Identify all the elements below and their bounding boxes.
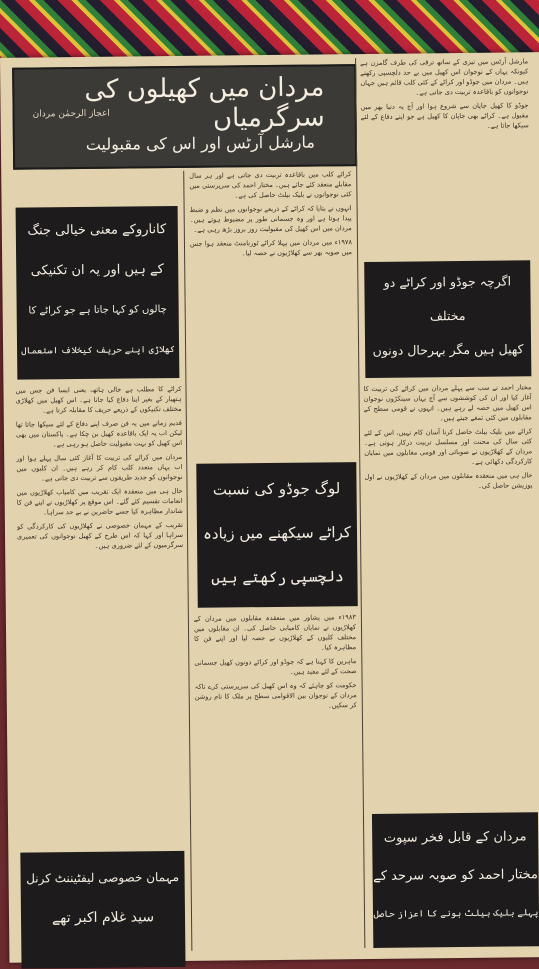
pullquote-left-bottom xyxy=(20,851,185,969)
pullquote-line: دلچسپی رکھتے ہیں xyxy=(211,567,344,587)
paragraph: انہوں نے بتایا کہ کراٹے کے ذریعے نوجوانوں میں نظم و ضبط پیدا ہوتا ہے اور وہ جسمانی طور پر مضبوط ہوتے ہیں۔ مردان میں اس کھیل کی مقبولیت روز بروز بڑھ رہی ہے۔ xyxy=(189,204,352,234)
pullquote-line: کراٹے سیکھنے میں زیادہ xyxy=(202,523,352,543)
paragraph: کراٹے میں بلیک بیلٹ حاصل کرنا آسان کام نہیں، اس کے لئے کئی سال کی محنت اور مسلسل تربیت درکار ہوتی ہے۔ مردان کے کھلاڑیوں نے صوبائی اور قومی مقابلوں میں نمایاں کارکردگی دکھائی ہے۔ xyxy=(363,427,533,466)
paragraph: کراٹے کلب میں باقاعدہ تربیت دی جاتی ہے اور ہر سال مقابلے منعقد کئے جاتے ہیں۔ مختار احمد کی سرپرستی میں کئی نوجوانوں نے بلیک بیلٹ حاصل کی ہے۔ xyxy=(189,170,352,200)
paragraph: ۱۹۸۳ء میں پشاور میں منعقدہ مقابلوں میں مردان کے کھلاڑیوں نے نمایاں کامیابی حاصل کی۔ ان مقابلوں میں مختلف کلبوں کے کھلاڑیوں نے حصہ لیا اور اپنے فن کا مظاہرہ کیا۔ xyxy=(193,613,357,652)
pullquote-line: مختار احمد کو صوبہ سرحد کے xyxy=(373,867,539,884)
pullquote-line: کھیل ہیں مگر بہرحال دونوں xyxy=(372,341,524,358)
paragraph: حال ہی میں منعقدہ ایک تقریب میں کامیاب کھلاڑیوں میں انعامات تقسیم کئے گئے۔ اس موقع پر کھلاڑیوں نے اپنے فن کا شاندار مظاہرہ کیا جسے حاضرین نے بے حد سراہا۔ xyxy=(16,486,183,517)
pullquote-line: سید غلام اکبر تھے xyxy=(51,909,155,927)
pullquote-center xyxy=(196,462,357,608)
paragraph: تقریب کے مہمان خصوصی نے کھلاڑیوں کی کارکردگی کو سراہا اور کہا کہ اس طرح کے کھیل نوجوانوں کی تعمیری سرگرمیوں کے لئے ضروری ہیں۔ xyxy=(16,520,184,550)
pullquote-line: مردان کے قابل فخر سپوت xyxy=(383,829,527,846)
column-right-upper xyxy=(360,56,530,256)
headline-byline: اعجاز الرحمٰن مردان xyxy=(32,108,110,120)
pullquote-right-top xyxy=(364,260,531,378)
paragraph: مختار احمد نے سب سے پہلے مردان میں کراٹے کی تربیت کا آغاز کیا اور ان کی کوششوں سے آج یہاں سینکڑوں نوجوان اس کھیل میں حصہ لے رہے ہیں۔ انہوں نے قومی سطح کے مقابلوں میں کئی تمغے جیتے ہیں۔ xyxy=(363,383,532,423)
newspaper-page xyxy=(0,52,539,963)
paragraph: جوڈو کا کھیل جاپان سے شروع ہوا اور آج یہ دنیا بھر میں مقبول ہے۔ کراٹے بھی جاپان کا کھیل ہے جو اپنے دفاع کے لئے سیکھا جاتا ہے۔ xyxy=(360,101,529,130)
paragraph: کراٹے کا مطلب ہے خالی ہاتھ، یعنی ایسا فن جس میں ہتھیار کے بغیر اپنا دفاع کیا جاتا ہے۔ اس کھیل میں کھلاڑی مختلف تکنیکوں کے ذریعے حریف کا مقابلہ کرتا ہے۔ xyxy=(15,384,182,415)
column-center-lower xyxy=(194,612,359,949)
pullquote-right-bottom xyxy=(372,812,539,948)
column-center-upper xyxy=(189,169,354,461)
paragraph: مارشل آرٹس میں تیزی کے ساتھ ترقی کی طرف گامزن ہے کیونکہ یہاں کے نوجوان اس کھیل میں بے حد دلچسپی رکھتے ہیں۔ مردان میں جوڈو اور کراٹے کے کئی کلب قائم ہیں جہاں نوجوانوں کو باقاعدہ تربیت دی جاتی ہے۔ xyxy=(360,57,529,97)
paragraph: حکومت کو چاہئے کہ وہ اس کھیل کی سرپرستی کرے تاکہ مردان کے نوجوان بین الاقوامی سطح پر ملک کا نام روشن کر سکیں۔ xyxy=(194,681,357,710)
pullquote-line: چالوں کو کہا جاتا ہے جو کراٹے کا xyxy=(28,304,167,317)
pullquote-line: کے ہیں اور یہ ان تکنیکی xyxy=(30,262,164,279)
paragraph: ۱۹۷۸ء میں مردان میں پہلا کراٹے ٹورنامنٹ منعقد ہوا جس میں صوبہ بھر سے کھلاڑیوں نے حصہ لیا۔ xyxy=(189,238,353,258)
headline-subtitle: مارشل آرٹس اور اس کی مقبولیت xyxy=(85,132,316,154)
pullquote-left-top xyxy=(16,206,180,380)
paragraph: حال ہی میں منعقدہ مقابلوں میں مردان کے کھلاڑیوں نے اول پوزیشن حاصل کی۔ xyxy=(364,471,533,490)
pullquote-line: پہلے بلیک بیلٹ ہونے کا اعزاز حاصل xyxy=(373,908,539,920)
pullquote-line: مہمان خصوصی لیفٹیننٹ کرنل xyxy=(26,869,180,886)
paragraph: ماہرین کا کہنا ہے کہ جوڈو اور کراٹے دونوں کھیل جسمانی صحت کے لئے مفید ہیں۔ xyxy=(194,657,357,676)
pullquote-line: اگرچہ جوڈو اور کراٹے دو مختلف xyxy=(383,273,512,324)
paragraph: مردان میں کراٹے کی تربیت کا آغاز کئی سال پہلے ہوا اور اب یہاں متعدد کلب کام کر رہے ہیں۔ ان کلبوں میں نوجوانوں کو جدید طریقوں سے تربیت دی جاتی ہے۔ xyxy=(16,452,183,483)
headline-box xyxy=(12,64,357,170)
pullquote-line: کاناروکے معنی خیالی جنگ xyxy=(27,222,167,239)
column-left xyxy=(15,384,186,842)
paragraph: قدیم زمانے میں یہ فن صرف اپنے دفاع کے لئے سیکھا جاتا تھا لیکن اب یہ ایک باقاعدہ کھیل بن چکا ہے۔ پاکستان میں بھی اس کھیل کو بہت مقبولیت حاصل ہو رہی ہے۔ xyxy=(15,418,183,449)
column-right-lower xyxy=(363,382,535,799)
pullquote-line: لوگ جوڈو کی نسبت xyxy=(212,479,341,499)
headline-title: مردان میں کھیلوں کی سرگرمیاں xyxy=(84,72,325,134)
pullquote-line: کھلاڑی اپنے حریف کیخلاف استعمال xyxy=(21,345,176,357)
